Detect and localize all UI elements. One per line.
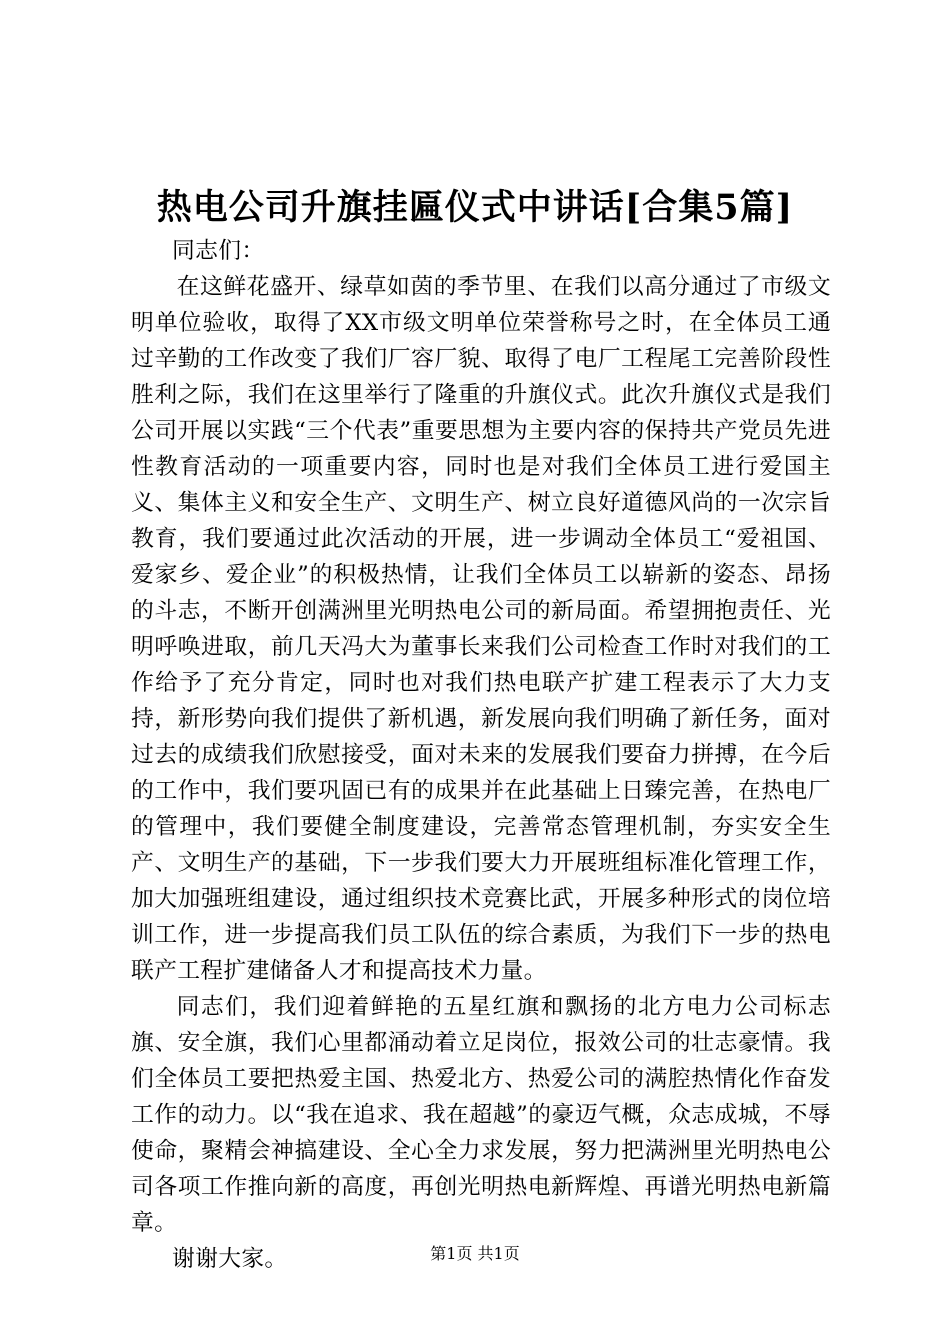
- page-total: 共1页: [477, 1244, 520, 1263]
- document-title: 热电公司升旗挂匾仪式中讲话[合集5篇]: [156, 187, 794, 228]
- body-paragraph-2: 同志们，我们迎着鲜艳的五星红旗和飘扬的北方电力公司标志旗、安全旗，我们心里都涌动着立足岗位，报效公司的壮志豪情。我们全体员工要把热爱主国、热爱北方、热爱公司的满腔热情化作奋发工作的动力。以“我在追求、我在超越”的豪迈气概，众志成城，不辱使命，聚精会神搞建设、全心全力求发展，努力把满洲里光明热电公司各项工作推向新的高度，再创光明热电新辉煌、再谱光明热电新篇章。: [131, 994, 831, 1236]
- page-footer: [0, 1242, 950, 1266]
- closing-line: 谢谢大家。: [172, 1246, 288, 1272]
- greeting-line: 同志们：: [172, 238, 265, 264]
- body-paragraph-1: 在这鲜花盛开、绿草如茵的季节里、在我们以高分通过了市级文明单位验收，取得了XX市级文明单位荣誉称号之时，在全体员工通过辛勤的工作改变了我们厂容厂貌、取得了电厂工程尾工完善阶段性胜利之际，我们在这里举行了隆重的升旗仪式。此次升旗仪式是我们公司开展以实践“三个代表”重要思想为主要内容的保持共产党员先进性教育活动的一项重要内容，同时也是对我们全体员工进行爱国主义、集体主义和安全生产、文明生产、树立良好道德风尚的一次宗旨教育，我们要通过此次活动的开展，进一步调动全体员工“爱祖国、爱家乡、爱企业”的积极热情，让我们全体员工以崭新的姿态、昂扬的斗志，不断开创满洲里光明热电公司的新局面。希望拥抱责任、光明呼唤进取，前几天冯大为董事长来我们公司检查工作时对我们的工作给予了充分肯定，同时也对我们热电联产扩建工程表示了大力支持，新形势向我们提供了新机遇，新发展向我们明确了新任务，面对过去的成绩我们欣慰接受，面对未来的发展我们要奋力拼搏，在今后的工作中，我们要巩固已有的成果并在此基础上日臻完善，在热电厂的管理中，我们要健全制度建设，完善常态管理机制，夯实安全生产、文明生产的基础，下一步我们要大力开展班组标准化管理工作，加大加强班组建设，通过组织技术竞赛比武，开展多种形式的岗位培训工作，进一步提高我们员工队伍的综合素质，为我们下一步的热电联产工程扩建储备人才和提高技术力量。: [131, 274, 831, 984]
- page-number: 第1页: [430, 1244, 473, 1263]
- document-body: [131, 233, 831, 1277]
